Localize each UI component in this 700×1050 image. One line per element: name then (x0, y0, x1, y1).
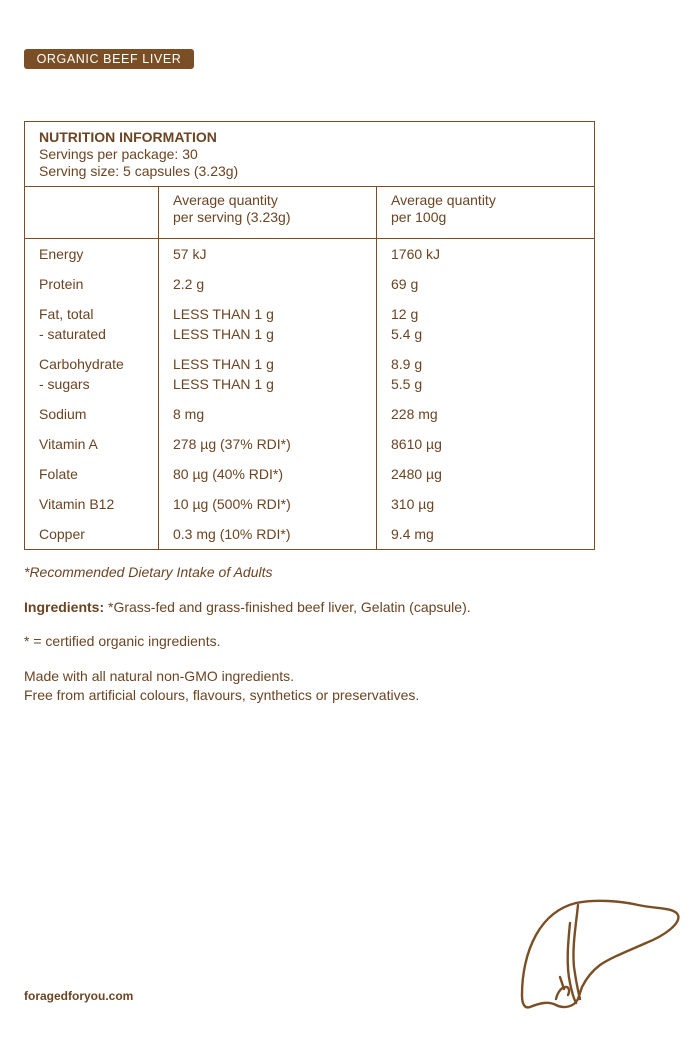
table-row (25, 269, 595, 299)
per-100g-value: 228 mg (391, 406, 438, 422)
ingredients-text: *Grass-fed and grass-finished beef liver, Gelatin (capsule). (104, 599, 471, 615)
value: 8.9 g (391, 356, 423, 372)
rdi-footnote: *Recommended Dietary Intake of Adults (24, 564, 273, 580)
website-url: foragedforyou.com (24, 989, 134, 1003)
table-row (25, 299, 595, 349)
claim-line: Free from artificial colours, flavours, synthetics or preservatives. (24, 687, 420, 703)
per-serving-value: 10 µg (500% RDI*) (159, 489, 377, 519)
per-100g-value: 310 µg (391, 496, 435, 512)
nutrition-header (25, 122, 595, 187)
nutrient-label: Fat, total (39, 306, 94, 322)
value: LESS THAN 1 g (173, 306, 274, 322)
serving-size: Serving size: 5 capsules (3.23g) (39, 163, 239, 179)
empty-header-cell (25, 187, 159, 239)
sub-value: 5.4 g (391, 326, 423, 342)
col-header-per-100g (377, 187, 595, 239)
per-serving-value: 278 µg (37% RDI*) (159, 429, 377, 459)
per-100g-value: 2480 µg (391, 466, 442, 482)
per-100g-value: 69 g (391, 276, 419, 292)
col-header-line: Average quantity (391, 192, 496, 208)
liver-icon (516, 895, 682, 1013)
table-row (25, 349, 595, 399)
table-row (25, 429, 595, 459)
col-header-line: Average quantity (173, 192, 278, 208)
per-serving-value: 80 µg (40% RDI*) (159, 459, 377, 489)
per-serving-value: 0.3 mg (10% RDI*) (159, 519, 377, 550)
per-serving-value: 57 kJ (159, 239, 377, 270)
nutrient-name (25, 349, 159, 399)
claim-line: Made with all natural non-GMO ingredients. (24, 668, 295, 684)
sub-value: LESS THAN 1 g (173, 326, 274, 342)
per-100g-value: 9.4 mg (391, 526, 434, 542)
nutrient-name: Folate (25, 459, 159, 489)
nutrient-name: Copper (25, 519, 159, 550)
sub-value: LESS THAN 1 g (173, 376, 274, 392)
per-100g-value: 1760 kJ (391, 246, 441, 262)
per-100g-value (377, 349, 595, 399)
table-row (25, 519, 595, 550)
nutrient-sub-label: - sugars (39, 376, 90, 392)
table-row (25, 489, 595, 519)
sub-value: 5.5 g (391, 376, 423, 392)
per-serving-value: 2.2 g (159, 269, 377, 299)
nutrient-name: Energy (25, 239, 159, 270)
nutrient-sub-label: - saturated (39, 326, 106, 342)
servings-per-package: Servings per package: 30 (39, 146, 198, 162)
table-row (25, 239, 595, 270)
per-100g-value: 8610 µg (391, 436, 442, 452)
per-100g-value (377, 299, 595, 349)
natural-claims (24, 667, 419, 705)
value: 12 g (391, 306, 419, 322)
table-row (25, 459, 595, 489)
col-header-line: per serving (3.23g) (173, 209, 291, 225)
table-row (25, 399, 595, 429)
organic-note: * = certified organic ingredients. (24, 633, 221, 649)
ingredients-label: Ingredients: (24, 599, 105, 615)
ingredients-line (24, 598, 471, 617)
nutrient-label: Carbohydrate (39, 356, 124, 372)
col-header-line: per 100g (391, 209, 447, 225)
nutrition-title: NUTRITION INFORMATION (39, 129, 217, 145)
nutrient-name: Sodium (25, 399, 159, 429)
nutrient-name: Vitamin A (25, 429, 159, 459)
per-serving-value: 8 mg (159, 399, 377, 429)
nutrient-name: Vitamin B12 (25, 489, 159, 519)
per-serving-value (159, 349, 377, 399)
value: LESS THAN 1 g (173, 356, 274, 372)
product-badge: ORGANIC BEEF LIVER (24, 49, 194, 69)
nutrient-name: Protein (25, 269, 159, 299)
nutrient-name (25, 299, 159, 349)
nutrition-table (24, 121, 595, 550)
col-header-per-serving (159, 187, 377, 239)
per-serving-value (159, 299, 377, 349)
